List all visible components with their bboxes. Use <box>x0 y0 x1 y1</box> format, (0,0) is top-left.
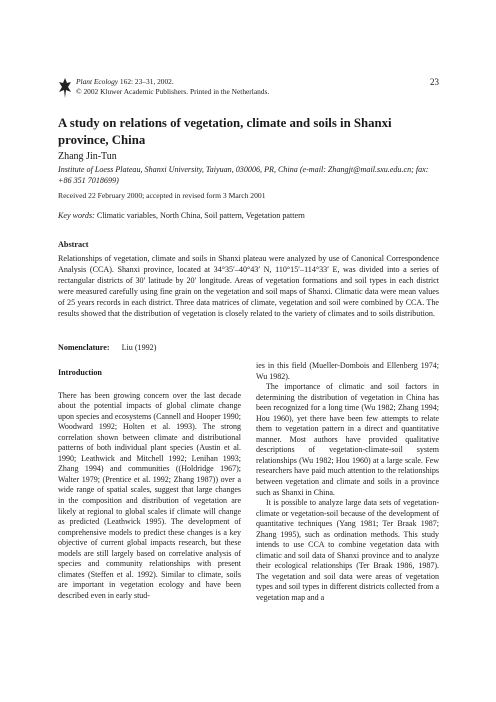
journal-volume: 162: 23–31, 2002. <box>118 77 174 86</box>
author-affiliation: Institute of Loess Plateau, Shanxi University, Taiyuan, 030006, PR, China (e-mail: Zhangjt@mail.sxu.edu.cn; fax: +86 351 7018699) <box>58 165 429 186</box>
author-name: Zhang Jin-Tun <box>58 151 117 162</box>
right-column <box>256 361 439 604</box>
journal-name: Plant Ecology <box>76 77 119 86</box>
page-number: 23 <box>430 77 439 87</box>
abstract-text: Relationships of vegetation, climate and soils in Shanxi plateau were analyzed by use of Canonical Correspondence Analysis (CCA). Shanxi province, located at 34°35′–40°43′ N, 110°15′–114°33′ E, was divided into a series of rectangular districts of 30′ latitude by 20′ longitude. Areas of vegetation formations and soil types in each district were measured carefully using fine grain on the vegetation and soil maps of Shanxi. Climatic data were mean values of 25 years records in each district. Three data matrices of climate, vegetation and soil were combined by CCA. The results showed that the distribution of vegetation is closely related to the variety of climates and to soils distribution. <box>58 254 439 318</box>
kluwer-logo-icon <box>58 77 72 99</box>
received-dates: Received 22 February 2000; accepted in revised form 3 March 2001 <box>58 191 266 200</box>
intro-paragraph-2: The importance of climatic and soil factors in determining the distribution of vegetation in China has been recognized for a long time (Wu 1982; Zhang 1994; Hou 1960), yet there have been few attempts to relate them to vegetation pattern in a direct and quantitative manner. Most authors have provided qualitative descriptions of vegetation-climate-soil system relationships (Wu 1982; Hou 1960) at a large scale. Few researchers have paid much attention to the relationships between vegetation and climate and soils in a province such as Shanxi in China. <box>256 382 439 497</box>
introduction-heading: Introduction <box>58 368 102 377</box>
nomenclature-label: Nomenclature: <box>58 343 110 352</box>
abstract-heading: Abstract <box>58 240 89 249</box>
page-header <box>58 77 439 103</box>
keywords-text: Climatic variables, North China, Soil pattern, Vegetation pattern <box>96 211 305 220</box>
nomenclature-text: Liu (1992) <box>121 343 157 352</box>
nomenclature <box>58 343 156 352</box>
keywords-label: Key words: <box>58 211 95 220</box>
intro-paragraph-1: There has been growing concern over the last decade about the potential impacts of global climate change upon species and ecosystems (Cannell and Hooper 1990; Woodward 1992; Holten et al. 1993). The strong correlation shown between climate and distributional patterns of both individual plant species (Austin et al. 1990; Leathwick and Mitchell 1992; Lenihan 1993; Zhang 1994) and communities ((Holdridge 1967); Walter 1979; (Prentice et al. 1992; Zhang 1987)) over a wide range of spatial scales, suggest that large changes in the composition and distribution of vegetation are likely at regional to global scales if climate will change as predicted (Leathwick 1995). The development of comprehensive models to predict these changes is a key objective of current global impacts research, but these models are still largely based on correlative analysis of species and community relationships with present climates (Steffen et al. 1992). Similar to climate, soils are important in vegetation ecology and have been described even in early stud- <box>58 390 241 600</box>
intro-paragraph-1-continued: ies in this field (Mueller-Dombois and Ellenberg 1974; Wu 1982). <box>256 361 439 381</box>
copyright-line: © 2002 Kluwer Academic Publishers. Printed in the Netherlands. <box>76 86 270 96</box>
journal-citation <box>76 77 269 96</box>
left-column <box>58 368 241 601</box>
intro-paragraph-3: It is possible to analyze large data sets of vegetation-climate or vegetation-soil because of the development of quantitative techniques (Yang 1981; Ter Braak 1987; Zhang 1995), such as ordination methods. This study intends to use CCA to combine vegetation data with climatic and soil data of Shanxi province and to analyze their ecological relationships (Ter Braak 1986, 1987). The vegetation and soil data were areas of vegetation types and soil types in different districts collected from a vegetation map and a <box>256 498 439 603</box>
article-title: A study on relations of vegetation, climate and soils in Shanxi province, China <box>58 116 392 147</box>
keywords <box>58 211 305 220</box>
